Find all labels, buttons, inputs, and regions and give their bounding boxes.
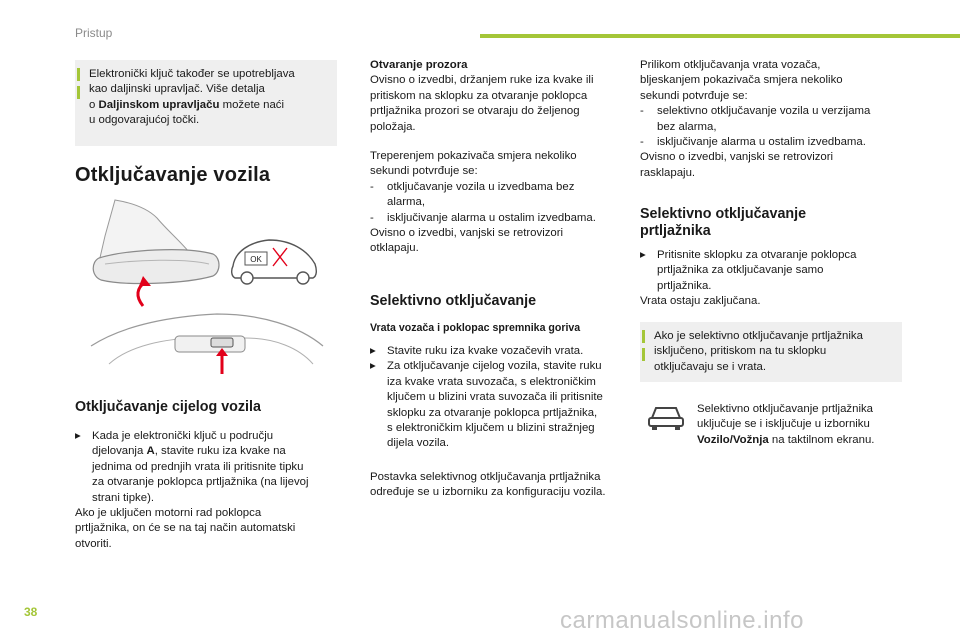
para-line: Ovisno o izvedbi, vanjski se retrovizori [640, 151, 834, 164]
para-line: Treperenjem pokazivača smjera nekoliko [370, 150, 577, 162]
info-line: kao daljinski upravljač. Više detalja [89, 83, 265, 96]
para-line: sekundi potvrđuje se: [640, 89, 748, 102]
para-line: Vrata ostaju zaključana. [640, 295, 761, 308]
heading-window-opening: Otvaranje prozora [370, 59, 468, 71]
info-icon-bar [77, 86, 80, 99]
info-line: u odgovarajućoj točki. [89, 114, 200, 127]
link-remote: Daljinskom upravljaču [98, 98, 220, 111]
bullet-item: ▸ Za otključavanje cijelog vozila, stavite ruku iza kvake vrata suvozača, s elektroničkim ključem u blizini vrata suvozača ili pritisnite sklopku za otvaranje poklopca prtljažnika, s elektroničkim ključem u blizini stražnjeg dijela vozila. [370, 360, 603, 450]
para-line: Prilikom otključavanja vrata vozača, [640, 59, 821, 71]
bullet-item: ▸ Kada je elektronički ključ u području djelovanja A, stavite ruku iza kvake na jednima od prednjih vrata ili pritisnite tipku za otvaranje poklopca prtljažnika (na lijevoj strani tipke). [75, 430, 309, 504]
info-icon-bar [642, 348, 645, 361]
subheading-driver-door: Vrata vozača i poklopac spremnika goriva [370, 322, 581, 334]
section-title-selective-boot: Selektivno otključavanje prtljažnika [640, 206, 807, 239]
dash-item: - isključivanje alarma u ostalim izvedbama. [640, 136, 866, 149]
para-line: prtljažnika prozori se otvaraju do željenog [370, 105, 580, 118]
para-line: uključuje se i isključuje u izborniku [697, 418, 870, 431]
action-bullet-icon: ▸ [75, 430, 81, 442]
info-line: Ako je selektivno otključavanje prtljažnika [654, 330, 863, 342]
para-line: otvoriti. [75, 537, 112, 550]
ok-label: OK [250, 255, 262, 264]
dash-item: - selektivno otključavanje vozila u verzijama bez alarma, [640, 105, 871, 133]
info-line: o Daljinskom upravljaču možete naći [89, 98, 285, 111]
dash-item: - isključivanje alarma u ostalim izvedbama. [370, 211, 596, 224]
para-line: pritiskom na sklopku za otvaranje poklopca [370, 89, 588, 102]
para-line: Postavka selektivnog otključavanja prtljažnika [370, 471, 601, 483]
section-title-unlocking: Otključavanje vozila [75, 164, 271, 186]
watermark: carmanualsonline.info [560, 607, 804, 634]
running-header: Pristup [75, 26, 113, 40]
header-accent-bar [480, 34, 960, 38]
info-line: otključavaju se i vrata. [654, 360, 767, 373]
car-icon [646, 402, 686, 432]
para-line: položaja. [370, 120, 416, 133]
bullet-item: ▸ Stavite ruku iza kvake vozačevih vrata. [370, 344, 618, 359]
dash-item: - otključavanje vozila u izvedbama bez alarma, [370, 180, 575, 209]
para-line: određuje se u izborniku za konfiguraciju vozila. [370, 486, 606, 499]
page-number: 38 [24, 605, 38, 619]
info-line: isključeno, pritiskom na tu sklopku [654, 345, 827, 358]
para-line: rasklapaju. [640, 166, 696, 179]
info-icon [642, 330, 645, 343]
para-line: Ovisno o izvedbi, držanjem ruke iza kvake ili [370, 74, 594, 87]
section-title-selective: Selektivno otključavanje [370, 293, 537, 309]
info-box-boot [640, 322, 902, 382]
bullet-item: ▸ Pritisnite sklopku za otvaranje poklopca prtljažnika za otključavanje samo prtljažnika. [640, 249, 857, 292]
para-line: otklapaju. [370, 242, 419, 255]
para-line: Selektivno otključavanje prtljažnika [697, 403, 874, 415]
para-line: bljeskanjem pokazivača smjera nekoliko [640, 74, 843, 87]
illustration-hand-handle [85, 196, 335, 386]
info-box-remote [75, 60, 337, 146]
para-line: prtljažnika, on će se na taj način automatski [75, 522, 296, 535]
info-icon [77, 68, 80, 81]
action-bullet-icon: ▸ [640, 249, 646, 261]
para-line: Ovisno o izvedbi, vanjski se retrovizori [370, 227, 564, 240]
para-line: sekundi potvrđuje se: [370, 165, 478, 178]
para-line: Ako je uključen motorni rad poklopca [75, 507, 262, 520]
action-bullet-icon: ▸ [370, 360, 376, 373]
action-bullet-icon: ▸ [370, 345, 376, 357]
info-line: Elektronički ključ također se upotrebljava [89, 68, 295, 80]
car-icon [232, 240, 317, 284]
subsection-title-full-unlock: Otključavanje cijelog vozila [75, 399, 261, 415]
para-line: Vozilo/Vožnja na taktilnom ekranu. [697, 433, 875, 446]
menu-name: Vozilo/Vožnja [697, 433, 769, 446]
